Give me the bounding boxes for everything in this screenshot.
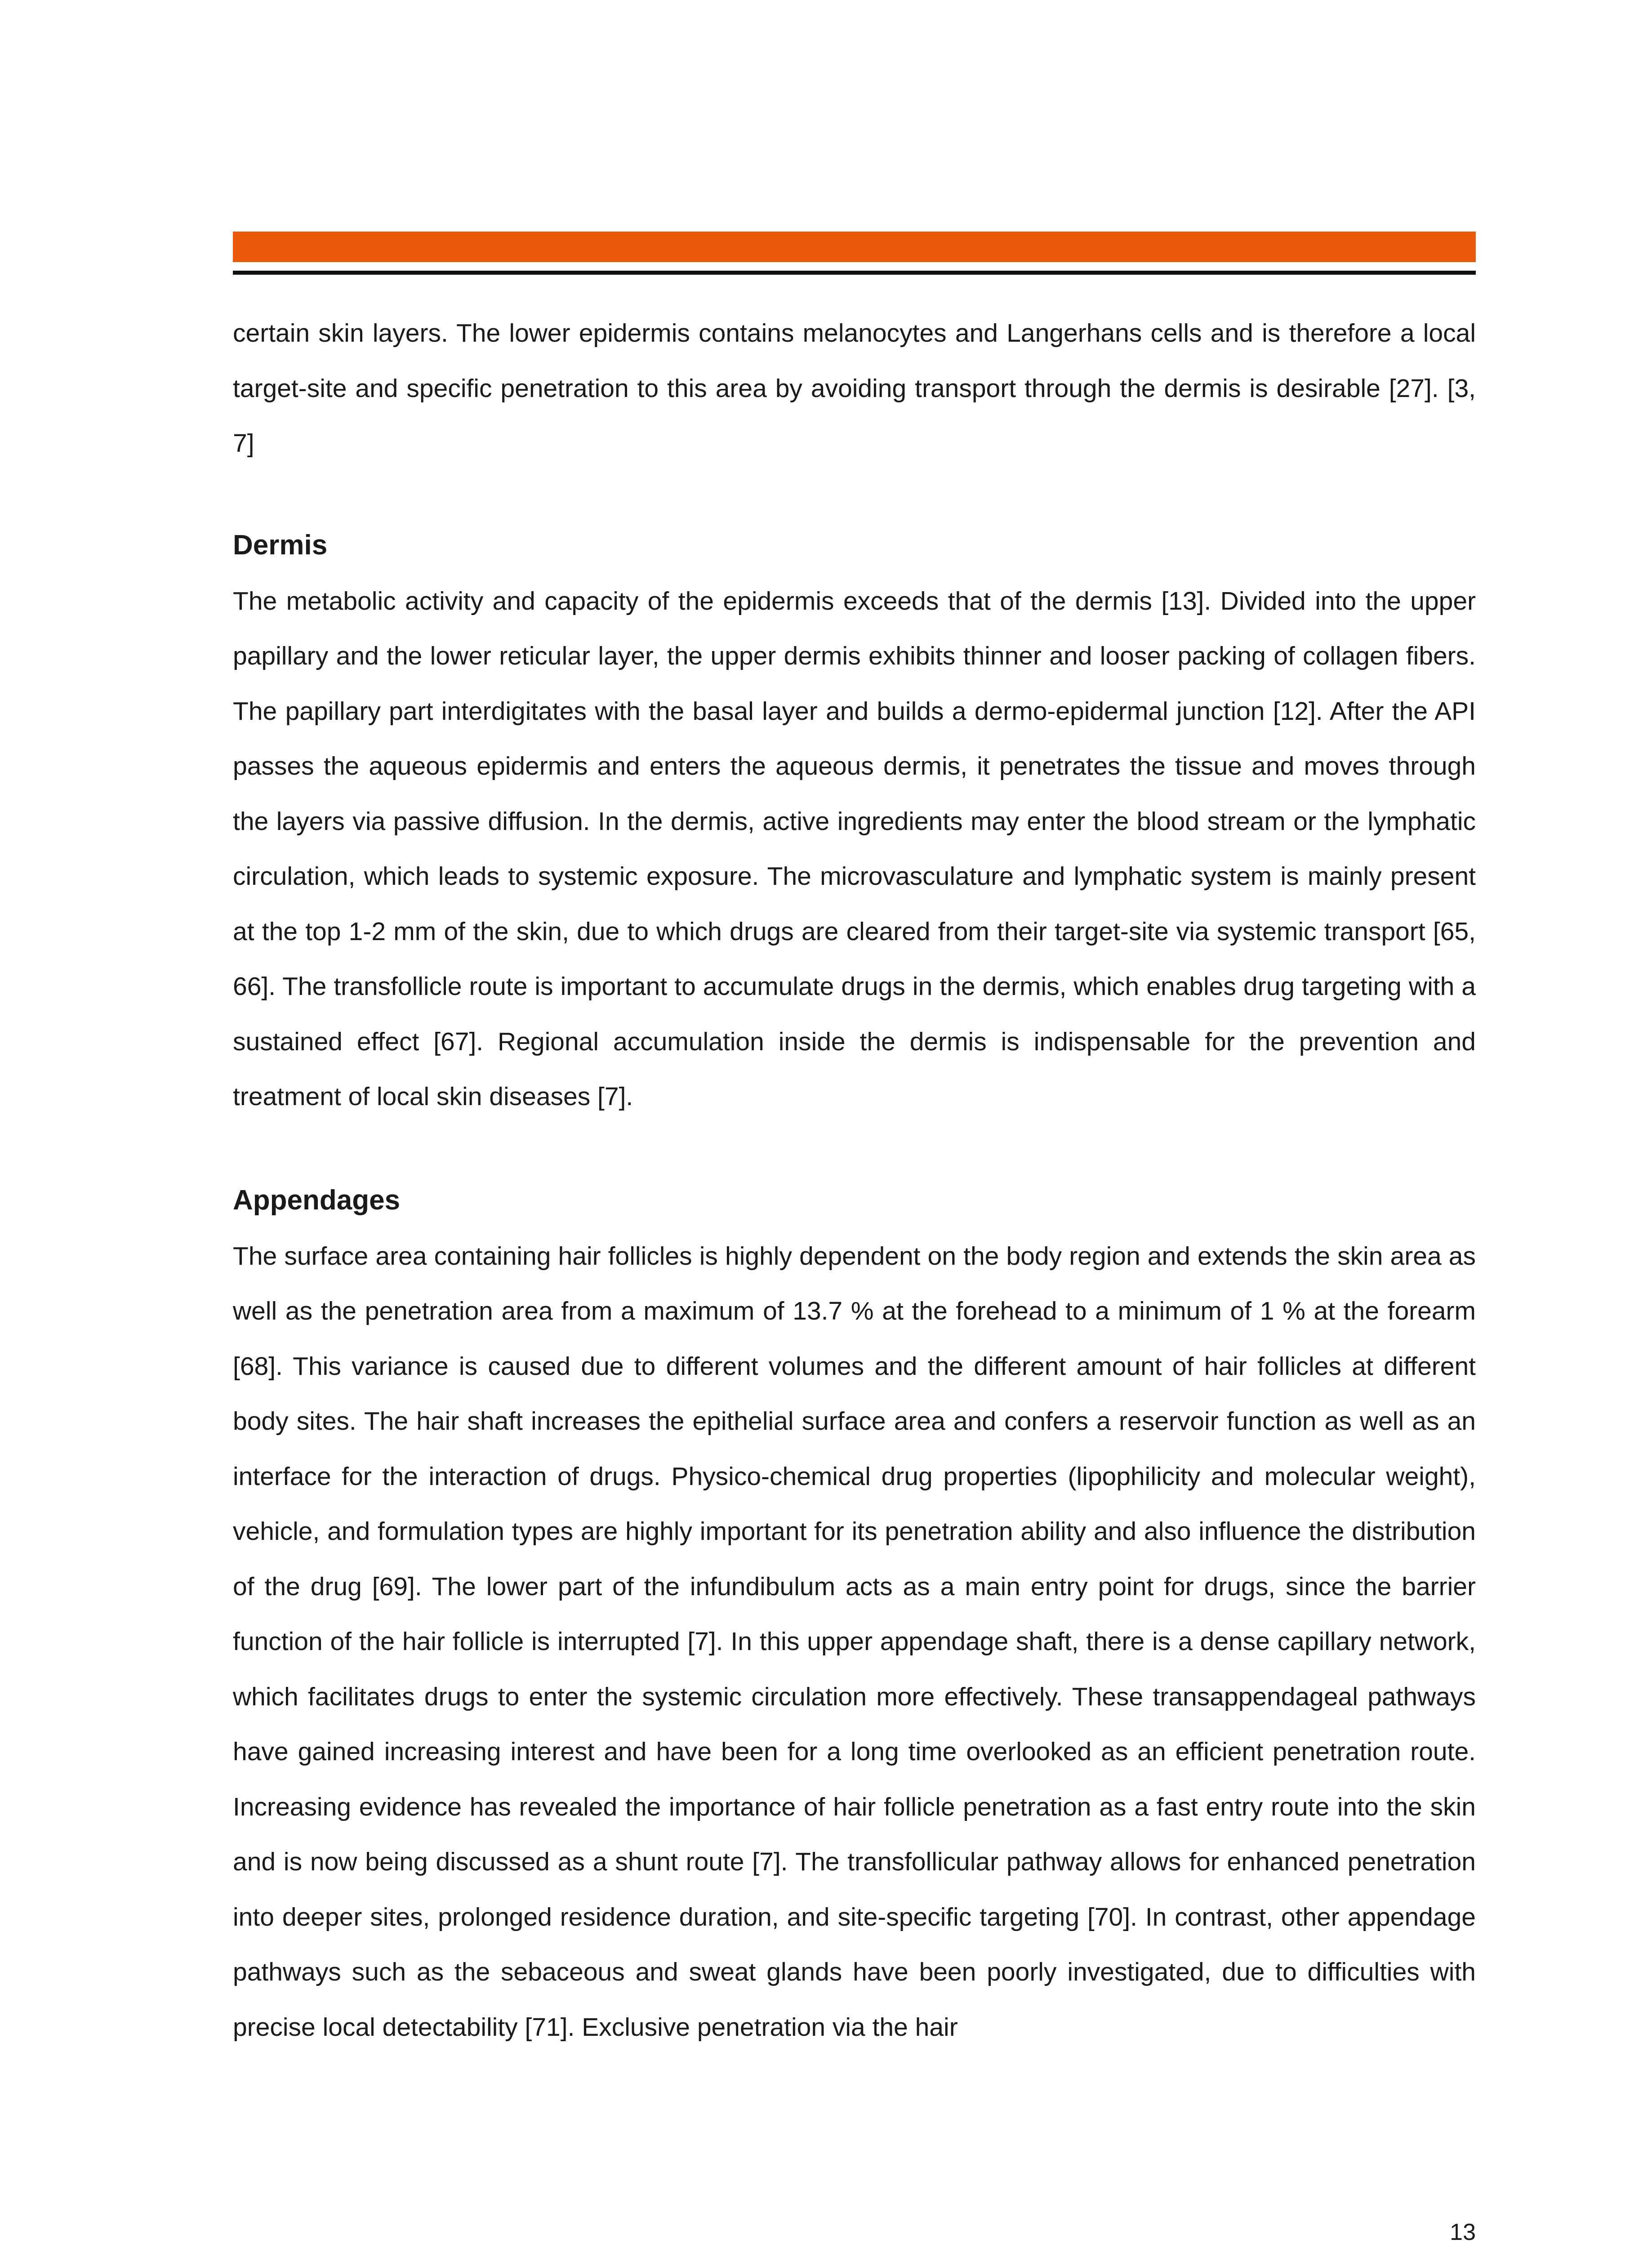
section-spacer [233, 1124, 1476, 1172]
dermis-paragraph: The metabolic activity and capacity of the epidermis exceeds that of the dermis [13]. Divided into the upper papillary and the lower reticular layer, the upper dermis exhibits thinner and looser packing of collagen fibers. The papillary part interdigitates with the basal layer and builds a dermo-epidermal junction [12]. After the API passes the aqueous epidermis and enters the aqueous dermis, it penetrates the tissue and moves through the layers via passive diffusion. In the dermis, active ingredients may enter the blood stream or the lymphatic circulation, which leads to systemic exposure. The microvasculature and lymphatic system is mainly present at the top 1-2 mm of the skin, due to which drugs are cleared from their target-site via systemic transport [65, 66]. The transfollicle route is important to accumulate drugs in the dermis, which enables drug targeting with a sustained effect [67]. Regional accumulation inside the dermis is indispensable for the prevention and treatment of local skin diseases [7]. [233, 586, 1476, 1111]
page-content [233, 306, 1476, 2055]
section-spacer [233, 471, 1476, 517]
header-accent-bar [233, 232, 1476, 262]
header-rule [233, 271, 1476, 275]
appendages-heading: Appendages [233, 1184, 401, 1216]
intro-paragraph: certain skin layers. The lower epidermis contains melanocytes and Langerhans cells and is therefore a local target-site and specific penetration to this area by avoiding transport through the dermis is desirable [27]. [3, 7] [233, 319, 1476, 458]
appendages-paragraph: The surface area containing hair follicles is highly dependent on the body region and extends the skin area as well as the penetration area from a maximum of 13.7 % at the forehead to a minimum of 1 % at the forearm [68]. This variance is caused due to different volumes and the different amount of hair follicles at different body sites. The hair shaft increases the epithelial surface area and confers a reservoir function as well as an interface for the interaction of drugs. Physico-chemical drug properties (lipophilicity and molecular weight), vehicle, and formulation types are highly important for its penetration ability and also influence the distribution of the drug [69]. The lower part of the infundibulum acts as a main entry point for drugs, since the barrier function of the hair follicle is interrupted [7]. In this upper appendage shaft, there is a dense capillary network, which facilitates drugs to enter the systemic circulation more effectively. These transappendageal pathways have gained increasing interest and have been for a long time overlooked as an efficient penetration route. Increasing evidence has revealed the importance of hair follicle penetration as a fast entry route into the skin and is now being discussed as a shunt route [7]. The transfollicular pathway allows for enhanced penetration into deeper sites, prolonged residence duration, and site-specific targeting [70]. In contrast, other appendage pathways such as the sebaceous and sweat glands have been poorly investigated, due to difficulties with precise local detectability [71]. Exclusive penetration via the hair [233, 1241, 1476, 2042]
page-number: 13 [1450, 2219, 1476, 2245]
dermis-heading: Dermis [233, 529, 328, 561]
